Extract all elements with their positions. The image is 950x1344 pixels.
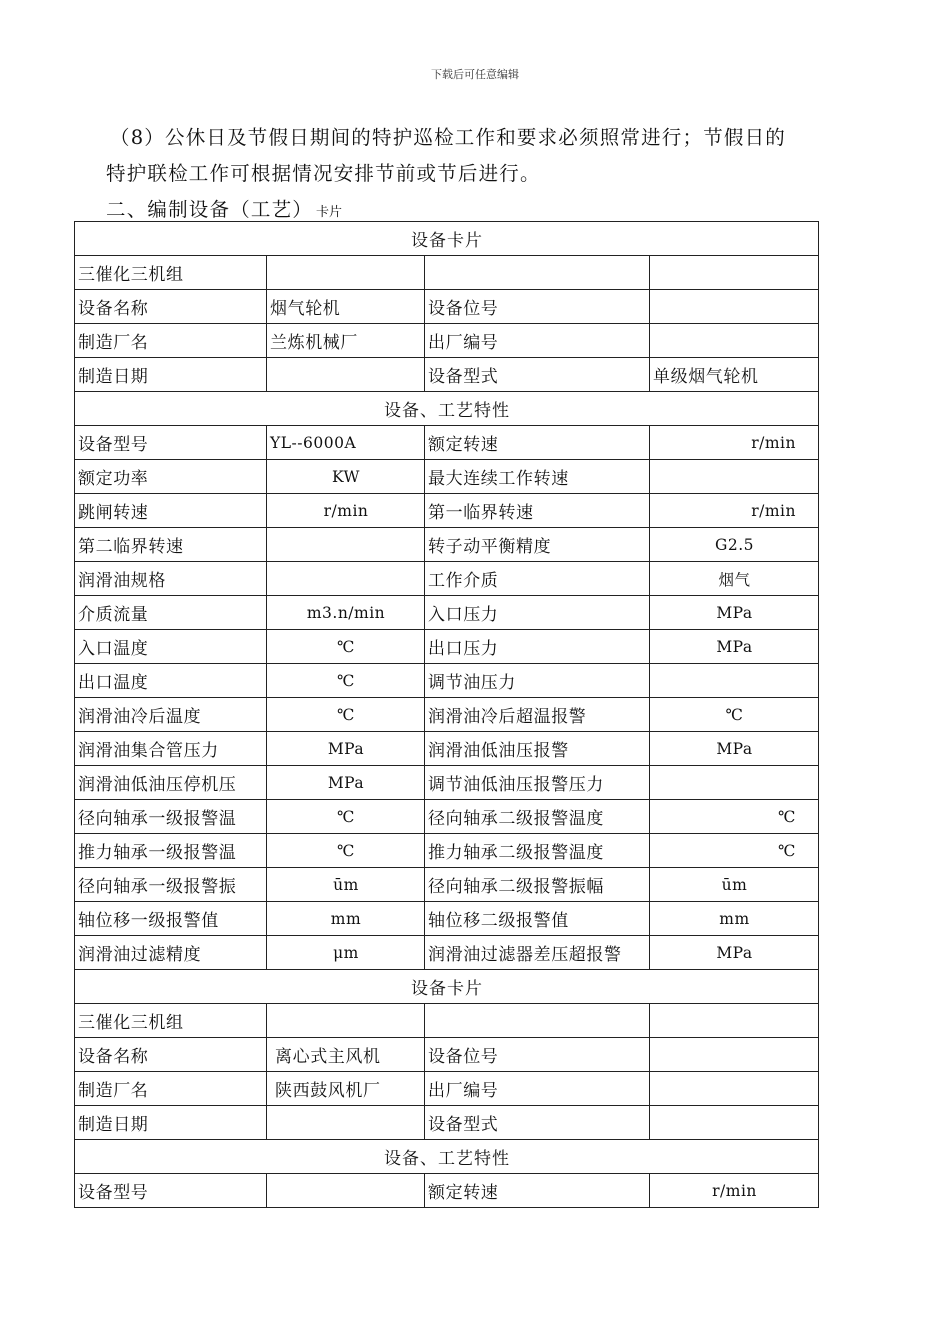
card2-date-label: 制造日期 xyxy=(75,1106,267,1140)
card2-title-row xyxy=(75,970,819,1004)
card1-process-row xyxy=(75,426,819,460)
process-param-value: G2.5 xyxy=(650,528,819,562)
card1-process-row xyxy=(75,528,819,562)
card2-name-value: 离心式主风机 xyxy=(267,1038,425,1072)
card1-process-row xyxy=(75,494,819,528)
process-param-label: 径向轴承一级报警温 xyxy=(75,800,267,834)
process-param-value: ℃ xyxy=(267,698,425,732)
process-param-label: 润滑油规格 xyxy=(75,562,267,596)
process-param-label: 最大连续工作转速 xyxy=(425,460,650,494)
card2-maker-label: 制造厂名 xyxy=(75,1072,267,1106)
process-param-value: ūm xyxy=(650,868,819,902)
process-param-value: mm xyxy=(650,902,819,936)
process-param-value: r/min xyxy=(650,1174,819,1208)
card1-process-row xyxy=(75,698,819,732)
card2-unit-cell-4 xyxy=(650,1004,819,1038)
process-param-value: ūm xyxy=(267,868,425,902)
process-param-value xyxy=(650,664,819,698)
process-param-label: 润滑油过滤精度 xyxy=(75,936,267,970)
process-param-value: ℃ xyxy=(650,834,819,868)
process-param-value: ℃ xyxy=(267,664,425,698)
process-param-value xyxy=(267,528,425,562)
process-param-label: 跳闸转速 xyxy=(75,494,267,528)
card2-serial-value xyxy=(650,1072,819,1106)
section-heading-suffix: 卡片 xyxy=(316,205,343,220)
card2-date-value xyxy=(267,1106,425,1140)
process-param-value: r/min xyxy=(650,494,819,528)
process-param-value: KW xyxy=(267,460,425,494)
card2-name-row xyxy=(75,1038,819,1072)
process-param-label: 额定转速 xyxy=(425,1174,650,1208)
card1-process-row xyxy=(75,460,819,494)
card1-type-value: 单级烟气轮机 xyxy=(650,358,819,392)
process-param-label: 第二临界转速 xyxy=(75,528,267,562)
process-param-value: MPa xyxy=(650,630,819,664)
process-param-label: 设备型号 xyxy=(75,1174,267,1208)
process-param-value: MPa xyxy=(650,596,819,630)
process-param-label: 径向轴承二级报警温度 xyxy=(425,800,650,834)
process-param-value: MPa xyxy=(650,936,819,970)
card1-unit: 三催化三机组 xyxy=(75,256,267,290)
card1-date-row xyxy=(75,358,819,392)
process-param-label: 转子动平衡精度 xyxy=(425,528,650,562)
process-param-label: 推力轴承一级报警温 xyxy=(75,834,267,868)
process-param-value: ℃ xyxy=(267,834,425,868)
card2-unit-row xyxy=(75,1004,819,1038)
process-param-label: 调节油低油压报警压力 xyxy=(425,766,650,800)
process-param-label: 轴位移二级报警值 xyxy=(425,902,650,936)
card1-process-row xyxy=(75,936,819,970)
card1-date-label: 制造日期 xyxy=(75,358,267,392)
process-param-label: 径向轴承二级报警振幅 xyxy=(425,868,650,902)
process-param-value xyxy=(267,562,425,596)
process-param-value xyxy=(650,766,819,800)
card2-process-title-row xyxy=(75,1140,819,1174)
process-param-value: YL--6000A xyxy=(267,426,425,460)
card1-process-row xyxy=(75,562,819,596)
card1-process-row xyxy=(75,732,819,766)
process-param-label: 入口压力 xyxy=(425,596,650,630)
card2-unit-cell-2 xyxy=(267,1004,425,1038)
paragraph-item-8: （8）公休日及节假日期间的特护巡检工作和要求必须照常进行；节假日的 xyxy=(110,126,787,149)
process-param-value xyxy=(650,460,819,494)
card2-maker-value: 陕西鼓风机厂 xyxy=(267,1072,425,1106)
card2-unit-cell-3 xyxy=(425,1004,650,1038)
card1-unit-row xyxy=(75,256,819,290)
card2-maker-row xyxy=(75,1072,819,1106)
card1-process-row xyxy=(75,596,819,630)
card2-position-value xyxy=(650,1038,819,1072)
card2-title: 设备卡片 xyxy=(75,970,819,1004)
card1-title-row xyxy=(75,222,819,256)
process-param-value: ℃ xyxy=(650,698,819,732)
process-param-label: 推力轴承二级报警温度 xyxy=(425,834,650,868)
card2-position-label: 设备位号 xyxy=(425,1038,650,1072)
equipment-card-table xyxy=(74,221,819,1208)
process-param-value: ℃ xyxy=(650,800,819,834)
section-heading xyxy=(106,194,846,222)
card1-position-value xyxy=(650,290,819,324)
card1-unit-cell-3 xyxy=(425,256,650,290)
process-param-label: 额定转速 xyxy=(425,426,650,460)
process-param-label: 润滑油冷后超温报警 xyxy=(425,698,650,732)
section-heading-text: 二、编制设备（工艺） xyxy=(106,198,314,221)
card2-unit: 三催化三机组 xyxy=(75,1004,267,1038)
process-param-label: 工作介质 xyxy=(425,562,650,596)
card1-name-row xyxy=(75,290,819,324)
card1-process-title-row xyxy=(75,392,819,426)
card2-date-row xyxy=(75,1106,819,1140)
process-param-label: 出口温度 xyxy=(75,664,267,698)
card1-process-row xyxy=(75,766,819,800)
card2-name-label: 设备名称 xyxy=(75,1038,267,1072)
process-param-value: ℃ xyxy=(267,630,425,664)
process-param-label: 润滑油过滤器差压超报警 xyxy=(425,936,650,970)
card1-title: 设备卡片 xyxy=(75,222,819,256)
card1-serial-label: 出厂编号 xyxy=(425,324,650,358)
card1-process-row xyxy=(75,868,819,902)
process-param-label: 额定功率 xyxy=(75,460,267,494)
process-param-value: m3.n/min xyxy=(267,596,425,630)
card1-maker-row xyxy=(75,324,819,358)
process-param-label: 润滑油低油压报警 xyxy=(425,732,650,766)
process-param-value xyxy=(267,1174,425,1208)
card1-process-row xyxy=(75,800,819,834)
process-param-label: 入口温度 xyxy=(75,630,267,664)
process-param-value: MPa xyxy=(650,732,819,766)
process-param-label: 第一临界转速 xyxy=(425,494,650,528)
process-param-value: mm xyxy=(267,902,425,936)
card2-process-title: 设备、工艺特性 xyxy=(75,1140,819,1174)
process-param-label: 设备型号 xyxy=(75,426,267,460)
card1-process-row xyxy=(75,902,819,936)
process-param-value: MPa xyxy=(267,732,425,766)
card1-maker-value: 兰炼机械厂 xyxy=(267,324,425,358)
process-param-label: 润滑油冷后温度 xyxy=(75,698,267,732)
paragraph-item-8-cont: 特护联检工作可根据情况安排节前或节后进行。 xyxy=(106,162,541,185)
page-header: 下载后可任意编辑 xyxy=(431,68,519,81)
process-param-value: MPa xyxy=(267,766,425,800)
process-param-label: 出口压力 xyxy=(425,630,650,664)
process-param-value: r/min xyxy=(650,426,819,460)
card1-unit-cell-2 xyxy=(267,256,425,290)
card1-process-row xyxy=(75,630,819,664)
card1-position-label: 设备位号 xyxy=(425,290,650,324)
card1-type-label: 设备型式 xyxy=(425,358,650,392)
process-param-label: 调节油压力 xyxy=(425,664,650,698)
card1-name-label: 设备名称 xyxy=(75,290,267,324)
card1-process-row xyxy=(75,834,819,868)
process-param-label: 径向轴承一级报警振 xyxy=(75,868,267,902)
process-param-value: r/min xyxy=(267,494,425,528)
card2-serial-label: 出厂编号 xyxy=(425,1072,650,1106)
process-param-value: ℃ xyxy=(267,800,425,834)
card1-process-row xyxy=(75,664,819,698)
card1-process-title: 设备、工艺特性 xyxy=(75,392,819,426)
card2-type-label: 设备型式 xyxy=(425,1106,650,1140)
process-param-label: 介质流量 xyxy=(75,596,267,630)
card1-date-value xyxy=(267,358,425,392)
process-param-value: μm xyxy=(267,936,425,970)
card1-unit-cell-4 xyxy=(650,256,819,290)
card1-name-value: 烟气轮机 xyxy=(267,290,425,324)
card1-serial-value xyxy=(650,324,819,358)
card2-process-row xyxy=(75,1174,819,1208)
process-param-label: 润滑油集合管压力 xyxy=(75,732,267,766)
process-param-value: 烟气 xyxy=(650,562,819,596)
card1-maker-label: 制造厂名 xyxy=(75,324,267,358)
card2-type-value xyxy=(650,1106,819,1140)
process-param-label: 润滑油低油压停机压 xyxy=(75,766,267,800)
process-param-label: 轴位移一级报警值 xyxy=(75,902,267,936)
